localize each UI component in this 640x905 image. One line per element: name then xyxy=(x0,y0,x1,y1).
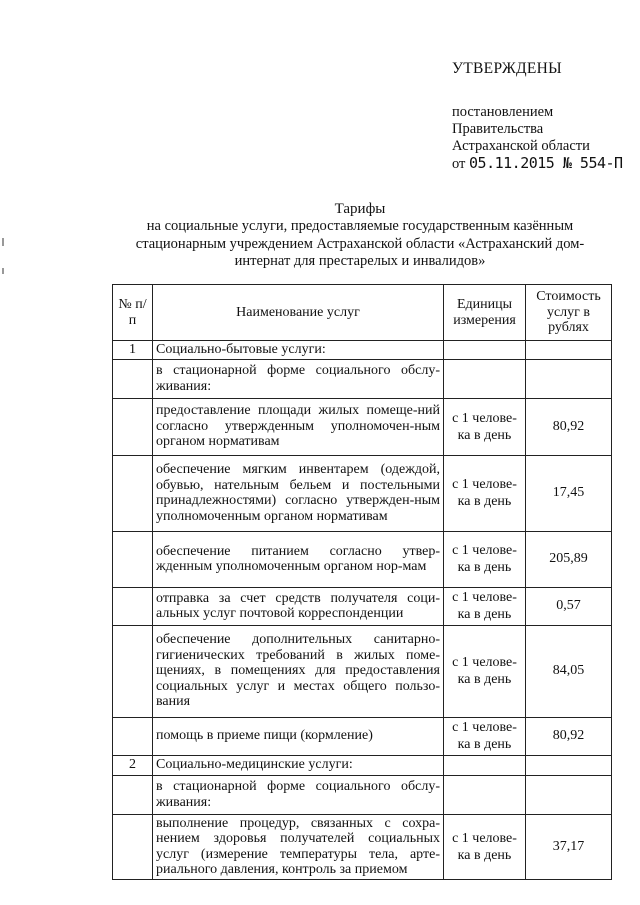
table-row xyxy=(113,398,612,455)
cell-price: 84,05 xyxy=(526,625,612,717)
cell-price: 37,17 xyxy=(526,814,612,879)
cell-num xyxy=(113,775,153,814)
approval-line: Правительства xyxy=(452,121,544,137)
cell-num xyxy=(113,531,153,587)
header-num: № п/п xyxy=(113,285,153,341)
cell-price xyxy=(526,755,612,775)
cell-price xyxy=(526,341,612,360)
table-row xyxy=(113,587,612,625)
cell-name: помощь в приеме пищи (кормление) xyxy=(153,717,444,755)
cell-name: обеспечение питанием согласно утвер-жденным уполномоченным органом нор-мам xyxy=(153,531,444,587)
cell-price xyxy=(526,359,612,398)
scan-mark xyxy=(2,268,4,274)
cell-unit: с 1 челове-ка в день xyxy=(444,531,526,587)
header-unit: Единицы измерения xyxy=(444,285,526,341)
cell-name: в стационарной форме социального обслу-живания: xyxy=(153,359,444,398)
table-row xyxy=(113,625,612,717)
header-price: Стоимость услуг в рублях xyxy=(526,285,612,341)
cell-price: 80,92 xyxy=(526,717,612,755)
table-row xyxy=(113,359,612,398)
approval-line: постановлением xyxy=(452,104,554,120)
cell-price: 205,89 xyxy=(526,531,612,587)
cell-unit xyxy=(444,341,526,360)
cell-num xyxy=(113,398,153,455)
cell-num xyxy=(113,455,153,531)
table-row xyxy=(113,775,612,814)
cell-name: отправка за счет средств получателя соци-альных услуг почтовой корреспонденции xyxy=(153,587,444,625)
cell-unit: с 1 челове-ка в день xyxy=(444,398,526,455)
table-row xyxy=(113,814,612,879)
cell-num xyxy=(113,359,153,398)
cell-unit: с 1 челове-ка в день xyxy=(444,455,526,531)
cell-name: в стационарной форме социального обслу-живания: xyxy=(153,775,444,814)
tariffs-table xyxy=(112,284,612,880)
cell-unit xyxy=(444,775,526,814)
table-row xyxy=(113,531,612,587)
title-sub-line: на социальные услуги, предоставляемые государственным казённым xyxy=(146,218,574,234)
cell-name: Социально-бытовые услуги: xyxy=(153,341,444,360)
title-sub-line: стационарным учреждением Астраханской области «Астраханский дом- xyxy=(135,235,585,252)
cell-num: 2 xyxy=(113,755,153,775)
cell-num xyxy=(113,587,153,625)
table-row xyxy=(113,755,612,775)
cell-name: обеспечение дополнительных санитарно-гигиенических требований в жилых поме-щениях, в помещениях для предоставления социальных услуг и местах общего пользо-вания xyxy=(153,625,444,717)
approval-block xyxy=(452,60,637,173)
title-main: Тарифы xyxy=(334,201,386,217)
table-row xyxy=(113,341,612,360)
scan-mark xyxy=(2,238,4,246)
table-row xyxy=(113,717,612,755)
cell-name: предоставление площади жилых помеще-ний согласно утвержденным уполномочен-ным органом нормативам xyxy=(153,398,444,455)
cell-price: 17,45 xyxy=(526,455,612,531)
cell-unit: с 1 челове-ка в день xyxy=(444,625,526,717)
cell-unit: с 1 челове-ка в день xyxy=(444,717,526,755)
approval-line: Астраханской области xyxy=(452,138,590,154)
approval-date-handwritten: 05.11.2015 № 554-П xyxy=(469,154,623,172)
cell-name: выполнение процедур, связанных с сохра-нением здоровья получателей социальных услуг (измерение температуры тела, арте-риального давления, контроль за приемом xyxy=(153,814,444,879)
header-name: Наименование услуг xyxy=(153,285,444,341)
approval-date xyxy=(452,155,637,173)
cell-num: 1 xyxy=(113,341,153,360)
cell-num xyxy=(113,717,153,755)
cell-unit xyxy=(444,755,526,775)
cell-price: 0,57 xyxy=(526,587,612,625)
cell-num xyxy=(113,814,153,879)
cell-price xyxy=(526,775,612,814)
title-sub-line: интернат для престарелых и инвалидов» xyxy=(234,253,486,269)
document-title xyxy=(110,200,610,271)
cell-unit: с 1 челове-ка в день xyxy=(444,814,526,879)
cell-unit: с 1 челове-ка в день xyxy=(444,587,526,625)
cell-price: 80,92 xyxy=(526,398,612,455)
cell-num xyxy=(113,625,153,717)
table-header-row xyxy=(113,285,612,341)
cell-unit xyxy=(444,359,526,398)
cell-name: Социально-медицинские услуги: xyxy=(153,755,444,775)
table-row xyxy=(113,455,612,531)
cell-name: обеспечение мягким инвентарем (одеждой, обувью, нательным бельем и постельными принадлежностями) согласно утвержден-ным уполномоченным органом нормативам xyxy=(153,455,444,531)
approval-heading: УТВЕРЖДЕНЫ xyxy=(452,60,562,77)
approval-date-prefix: от xyxy=(452,156,470,172)
